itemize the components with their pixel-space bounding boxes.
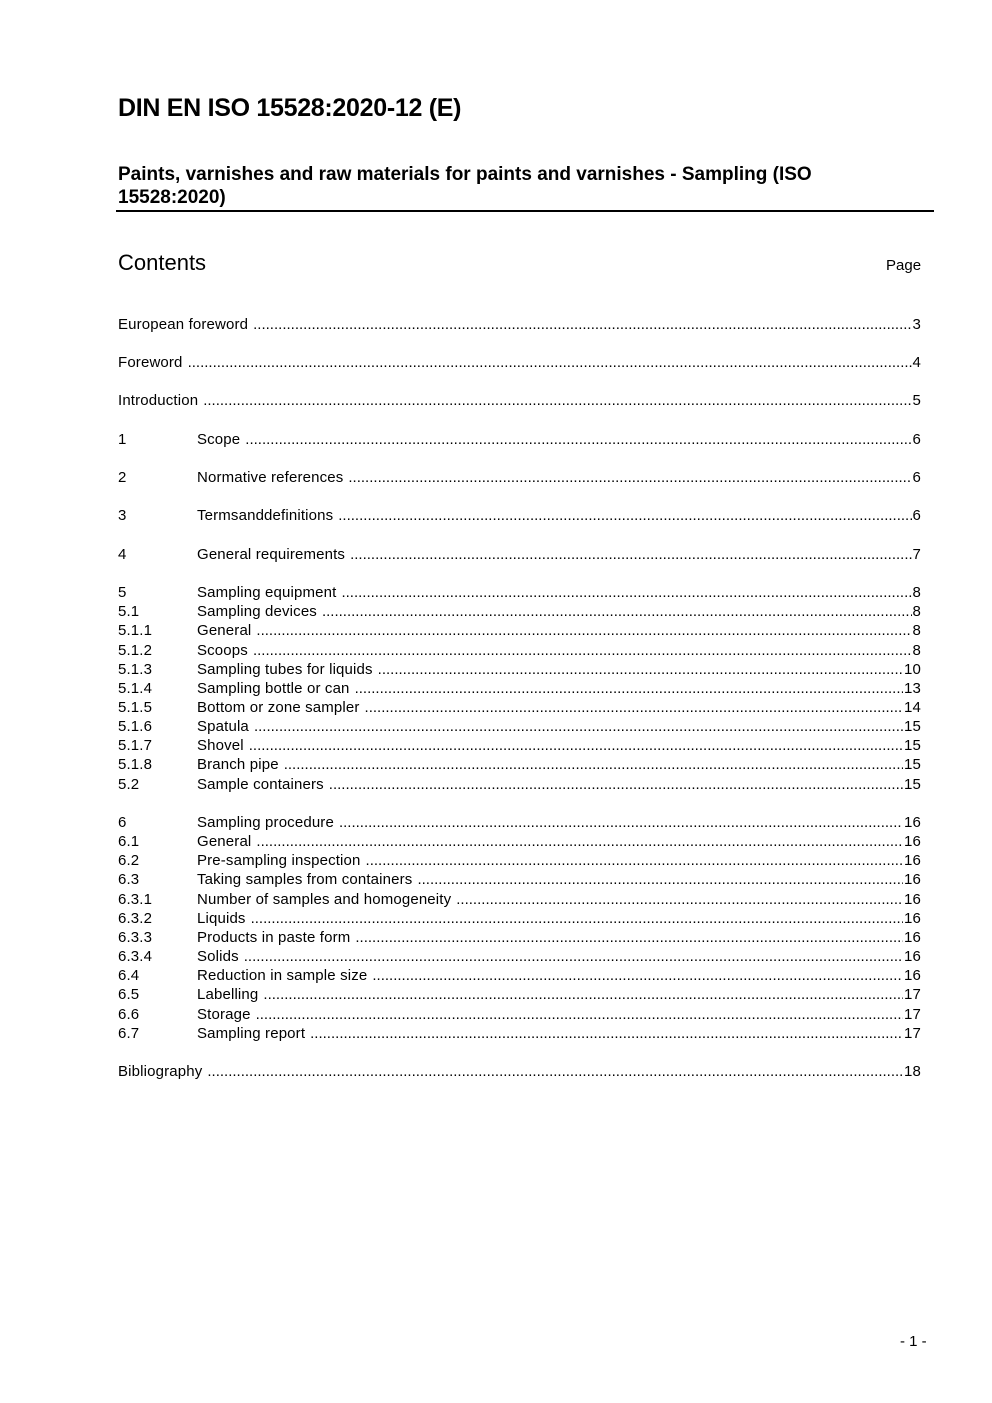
toc-entry[interactable] bbox=[118, 966, 921, 985]
toc-entry-title: Scoops bbox=[197, 642, 248, 659]
toc-entry-page: 6 bbox=[912, 507, 921, 524]
toc-entry-number: 5.1.3 bbox=[118, 661, 153, 678]
toc-entry-number: 5.1 bbox=[118, 603, 140, 620]
toc-entry-title: Pre-sampling inspection bbox=[197, 852, 361, 869]
toc-entry-title: Labelling bbox=[197, 986, 259, 1003]
toc-entry-number: 6.1 bbox=[118, 833, 140, 850]
toc-entry-number: 6.3 bbox=[118, 871, 140, 888]
toc-dot-leader bbox=[253, 641, 912, 660]
toc-entry-page: 6 bbox=[912, 469, 921, 486]
toc-entry-title: Branch pipe bbox=[197, 756, 279, 773]
toc-entry[interactable] bbox=[118, 890, 921, 909]
toc-entry[interactable] bbox=[118, 391, 921, 410]
toc-entry-title: Shovel bbox=[197, 737, 244, 754]
toc-entry[interactable] bbox=[118, 679, 921, 698]
toc-entry-page: 17 bbox=[904, 1006, 921, 1023]
toc-entry-title: European foreword bbox=[118, 316, 249, 333]
toc-entry-number: 6.3.2 bbox=[118, 910, 153, 927]
toc-entry[interactable] bbox=[118, 755, 921, 774]
toc-dot-leader bbox=[256, 1005, 903, 1024]
toc-entry-page: 13 bbox=[904, 680, 921, 697]
header-divider bbox=[116, 210, 934, 212]
page-column-heading: Page bbox=[886, 257, 922, 274]
toc-entry-number: 6.7 bbox=[118, 1025, 140, 1042]
toc-entry-title: Scope bbox=[197, 431, 241, 448]
toc-dot-leader bbox=[350, 545, 911, 564]
toc-entry[interactable] bbox=[118, 621, 921, 640]
toc-entry-page: 14 bbox=[904, 699, 921, 716]
toc-entry-page: 16 bbox=[904, 833, 921, 850]
toc-dot-leader bbox=[366, 851, 903, 870]
toc-entry-title: Sampling tubes for liquids bbox=[197, 661, 373, 678]
toc-entry-title: General requirements bbox=[197, 546, 346, 563]
contents-heading: Contents bbox=[118, 250, 207, 275]
toc-entry-number: 2 bbox=[118, 469, 127, 486]
toc-entry-number: 5.1.2 bbox=[118, 642, 153, 659]
toc-entry-number: 6 bbox=[118, 814, 127, 831]
toc-entry-page: 8 bbox=[912, 622, 921, 639]
toc-entry-number: 5 bbox=[118, 584, 127, 601]
toc-entry[interactable] bbox=[118, 909, 921, 928]
toc-entry-page: 16 bbox=[904, 891, 921, 908]
toc-entry-title: Number of samples and homogeneity bbox=[197, 891, 452, 908]
toc-entry-page: 16 bbox=[904, 967, 921, 984]
toc-entry[interactable] bbox=[118, 851, 921, 870]
toc-entry[interactable] bbox=[118, 641, 921, 660]
toc-entry[interactable] bbox=[118, 660, 921, 679]
toc-entry-page: 15 bbox=[904, 776, 921, 793]
toc-entry-page: 16 bbox=[904, 814, 921, 831]
toc-entry-number: 6.3.4 bbox=[118, 948, 153, 965]
toc-dot-leader bbox=[203, 391, 911, 410]
toc-entry[interactable] bbox=[118, 813, 921, 832]
toc-entry[interactable] bbox=[118, 947, 921, 966]
toc-entry[interactable] bbox=[118, 870, 921, 889]
toc-entry-page: 6 bbox=[912, 431, 921, 448]
toc-entry-page: 15 bbox=[904, 718, 921, 735]
toc-entry-number: 5.2 bbox=[118, 776, 140, 793]
toc-dot-leader bbox=[256, 832, 903, 851]
toc-entry-title: Liquids bbox=[197, 910, 246, 927]
toc-entry-title: Sampling devices bbox=[197, 603, 317, 620]
toc-entry-title: Taking samples from containers bbox=[197, 871, 413, 888]
toc-dot-leader bbox=[251, 909, 903, 928]
toc-entry-page: 16 bbox=[904, 910, 921, 927]
toc-entry[interactable] bbox=[118, 736, 921, 755]
toc-entry-number: 5.1.4 bbox=[118, 680, 153, 697]
toc-entry-number: 5.1.1 bbox=[118, 622, 153, 639]
toc-entry[interactable] bbox=[118, 545, 921, 564]
toc-entry-page: 3 bbox=[912, 316, 921, 333]
toc-entry-number: 6.5 bbox=[118, 986, 140, 1003]
toc-dot-leader bbox=[245, 430, 911, 449]
toc-entry-title: Foreword bbox=[118, 354, 183, 371]
toc-dot-leader bbox=[372, 966, 903, 985]
toc-entry-title: Termsanddefinitions bbox=[197, 507, 334, 524]
toc-dot-leader bbox=[456, 890, 903, 909]
toc-entry[interactable] bbox=[118, 1062, 921, 1081]
toc-dot-leader bbox=[249, 736, 903, 755]
toc-dot-leader bbox=[244, 947, 903, 966]
toc-entry-title: Bottom or zone sampler bbox=[197, 699, 360, 716]
toc-dot-leader bbox=[355, 679, 903, 698]
toc-entry-title: Solids bbox=[197, 948, 239, 965]
toc-entry-title: Sample containers bbox=[197, 776, 324, 793]
toc-entry[interactable] bbox=[118, 468, 921, 487]
toc-entry-page: 17 bbox=[904, 986, 921, 1003]
toc-entry-page: 7 bbox=[912, 546, 921, 563]
toc-entry[interactable] bbox=[118, 928, 921, 947]
toc-entry-title: General bbox=[197, 833, 252, 850]
toc-entry[interactable] bbox=[118, 1024, 921, 1043]
toc-dot-leader bbox=[338, 506, 911, 525]
toc-entry-page: 8 bbox=[912, 603, 921, 620]
toc-entry[interactable] bbox=[118, 832, 921, 851]
toc-entry-title: Sampling bottle or can bbox=[197, 680, 350, 697]
toc-entry[interactable] bbox=[118, 430, 921, 449]
toc-entry-page: 8 bbox=[912, 584, 921, 601]
toc-dot-leader bbox=[417, 870, 903, 889]
toc-entry-page: 16 bbox=[904, 948, 921, 965]
toc-entry[interactable] bbox=[118, 717, 921, 736]
toc-dot-leader bbox=[263, 985, 903, 1004]
page-number: - 1 - bbox=[900, 1333, 927, 1350]
toc-entry-title: Spatula bbox=[197, 718, 249, 735]
toc-dot-leader bbox=[365, 698, 903, 717]
toc-entry-title: Sampling equipment bbox=[197, 584, 337, 601]
toc-entry-page: 17 bbox=[904, 1025, 921, 1042]
toc-entry-title: Introduction bbox=[118, 392, 199, 409]
document-subtitle: Paints, varnishes and raw materials for paints and varnishes - Sampling (ISO 15528:2020) bbox=[118, 164, 812, 208]
toc-entry-page: 16 bbox=[904, 852, 921, 869]
toc-entry-page: 16 bbox=[904, 929, 921, 946]
toc-entry-number: 5.1.6 bbox=[118, 718, 153, 735]
toc-entry-title: Normative references bbox=[197, 469, 344, 486]
toc-entry-title: General bbox=[197, 622, 252, 639]
toc-entry[interactable] bbox=[118, 602, 921, 621]
toc-entry[interactable] bbox=[118, 1005, 921, 1024]
toc-entry-page: 8 bbox=[912, 642, 921, 659]
toc-entry-page: 16 bbox=[904, 871, 921, 888]
toc-entry[interactable] bbox=[118, 353, 921, 372]
toc-entry-number: 6.4 bbox=[118, 967, 140, 984]
toc-entry-title: Reduction in sample size bbox=[197, 967, 368, 984]
toc-entry-number: 6.6 bbox=[118, 1006, 140, 1023]
toc-dot-leader bbox=[253, 315, 911, 334]
toc-dot-leader bbox=[355, 928, 903, 947]
toc-entry-number: 5.1.8 bbox=[118, 756, 153, 773]
toc-entry-title: Storage bbox=[197, 1006, 251, 1023]
toc-entry-number: 5.1.5 bbox=[118, 699, 153, 716]
toc-dot-leader bbox=[339, 813, 903, 832]
toc-dot-leader bbox=[378, 660, 903, 679]
toc-entry-title: Bibliography bbox=[118, 1063, 203, 1080]
toc-entry-title: Products in paste form bbox=[197, 929, 351, 946]
toc-entry-number: 1 bbox=[118, 431, 127, 448]
toc-dot-leader bbox=[348, 468, 911, 487]
toc-entry-page: 10 bbox=[904, 661, 921, 678]
toc-entry-number: 5.1.7 bbox=[118, 737, 153, 754]
toc-dot-leader bbox=[207, 1062, 903, 1081]
toc-entry[interactable] bbox=[118, 506, 921, 525]
toc-entry-number: 6.3.1 bbox=[118, 891, 153, 908]
toc-entry-page: 15 bbox=[904, 737, 921, 754]
toc-entry[interactable] bbox=[118, 698, 921, 717]
toc-entry-number: 6.3.3 bbox=[118, 929, 153, 946]
toc-entry-number: 3 bbox=[118, 507, 127, 524]
document-id: DIN EN ISO 15528:2020-12 (E) bbox=[118, 94, 462, 122]
toc-dot-leader bbox=[341, 583, 911, 602]
toc-entry[interactable] bbox=[118, 985, 921, 1004]
toc-entry-page: 18 bbox=[904, 1063, 921, 1080]
toc-dot-leader bbox=[329, 775, 903, 794]
toc-entry-page: 5 bbox=[912, 392, 921, 409]
toc-dot-leader bbox=[310, 1024, 903, 1043]
toc-dot-leader bbox=[322, 602, 912, 621]
toc-dot-leader bbox=[188, 353, 912, 372]
toc-entry-number: 6.2 bbox=[118, 852, 140, 869]
toc-entry[interactable] bbox=[118, 315, 921, 334]
toc-entry-page: 4 bbox=[912, 354, 921, 371]
toc-entry-number: 4 bbox=[118, 546, 127, 563]
toc-entry[interactable] bbox=[118, 775, 921, 794]
toc-dot-leader bbox=[256, 621, 911, 640]
toc-entry[interactable] bbox=[118, 583, 921, 602]
toc-dot-leader bbox=[254, 717, 903, 736]
toc-entry-title: Sampling report bbox=[197, 1025, 306, 1042]
toc-dot-leader bbox=[284, 755, 903, 774]
toc-entry-page: 15 bbox=[904, 756, 921, 773]
toc-entry-title: Sampling procedure bbox=[197, 814, 334, 831]
